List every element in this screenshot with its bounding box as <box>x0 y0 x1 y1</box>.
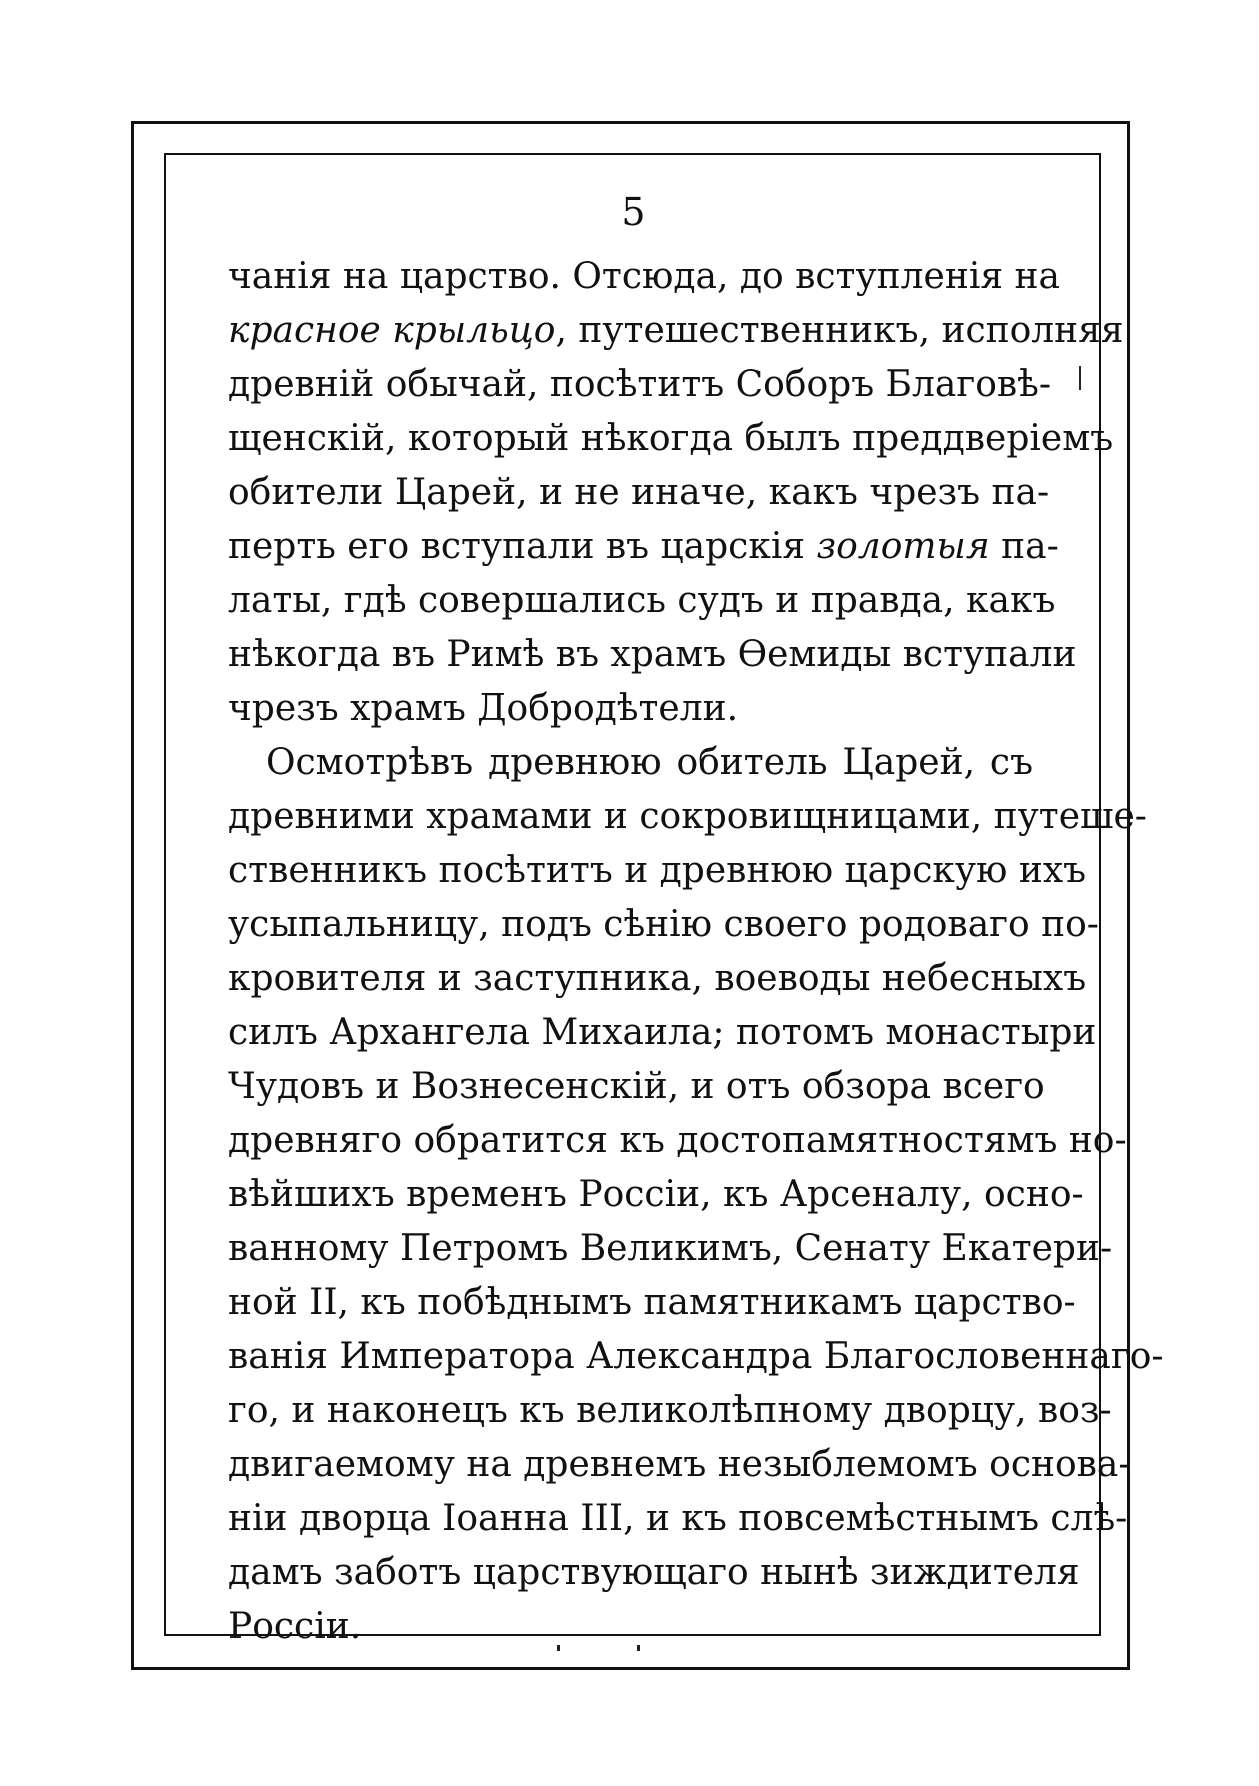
italic-phrase: красное крыльцо <box>228 310 556 351</box>
page-number: 5 <box>621 190 646 234</box>
text-line: древняго обратится къ достопамятностямъ но- <box>228 1120 1127 1161</box>
bottom-ink-mark <box>637 1645 640 1651</box>
text-line: ной II, къ побѣднымъ памятникамъ царство- <box>228 1282 1076 1323</box>
text-line: ванія Императора Александра Благословеннаго- <box>228 1336 1164 1377</box>
text-line: ванному Петромъ Великимъ, Сенату Екатери- <box>228 1228 1113 1269</box>
text-line: обители Царей, и не иначе, какъ чрезъ па- <box>228 472 1050 513</box>
text-line: Чудовъ и Вознесенскій, и отъ обзора всего <box>228 1066 1045 1107</box>
text-line: вѣйшихъ временъ Россіи, къ Арсеналу, осно- <box>228 1174 1084 1215</box>
bottom-ink-mark <box>557 1645 560 1651</box>
text-line: перть его вступали въ царскія золотыя па- <box>228 526 1059 567</box>
text-line: древними храмами и сокровищницами, путеше- <box>228 796 1147 837</box>
text-line: го, и наконецъ къ великолѣпному дворцу, воз- <box>228 1390 1112 1431</box>
margin-mark <box>1079 366 1081 390</box>
text-line: древній обычай, посѣтитъ Соборъ Благовѣ- <box>228 364 1052 405</box>
text-line: дамъ заботъ царствующаго нынѣ зиждителя <box>228 1552 1080 1593</box>
text-line: щенскій, который нѣкогда былъ преддверіемъ <box>228 418 1114 459</box>
text-line: чрезъ храмъ Добродѣтели. <box>228 688 739 729</box>
text-line: латы, гдѣ совершались судъ и правда, какъ <box>228 580 1056 621</box>
italic-phrase: золотыя <box>816 526 990 567</box>
text-line: Россіи. <box>228 1606 362 1647</box>
text-line: ственникъ посѣтитъ и древнюю царскую ихъ <box>228 850 1087 891</box>
text-line: красное крыльцо, путешественникъ, исполняя <box>228 310 1124 351</box>
text-line: нѣкогда въ Римѣ въ храмъ Ѳемиды вступали <box>228 634 1077 675</box>
page-text <box>228 250 1164 1654</box>
text-line: чанія на царство. Отсюда, до вступленія на <box>228 256 1060 297</box>
text-line: силъ Архангела Михаила; потомъ монастыри <box>228 1012 1097 1053</box>
text-line: Осмотрѣвъ древнюю обитель Царей, съ <box>266 742 1033 783</box>
text-line: ніи дворца Іоанна III, и къ повсемѣстнымъ слѣ- <box>228 1498 1128 1539</box>
text-line: кровителя и заступника, воеводы небесныхъ <box>228 958 1087 999</box>
text-line: усыпальницу, подъ сѣнію своего родоваго по- <box>228 904 1099 945</box>
text-line: двигаемому на древнемъ незыблемомъ основа- <box>228 1444 1131 1485</box>
